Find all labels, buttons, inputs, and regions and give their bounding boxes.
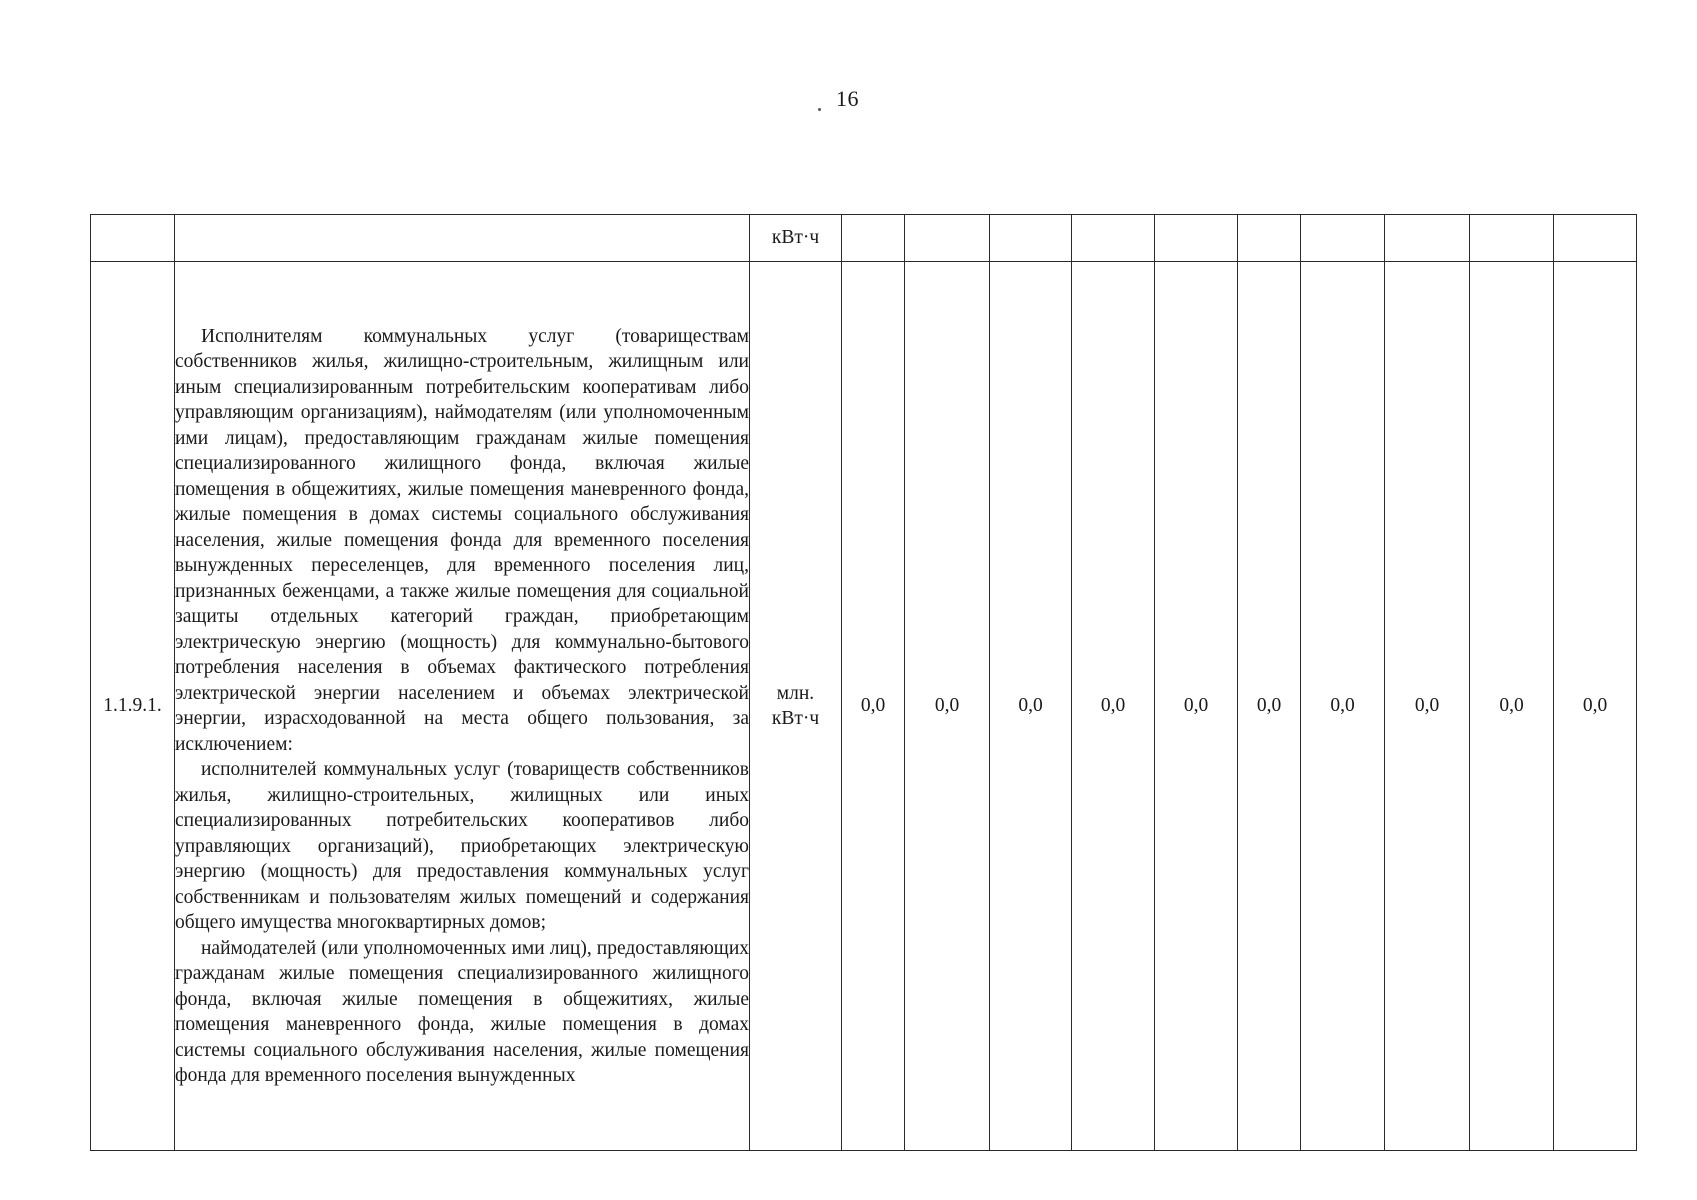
value-cell: 0,0: [1238, 262, 1301, 1151]
value-cell-empty: [1385, 215, 1470, 262]
value-cell: 0,0: [1155, 262, 1238, 1151]
value-cell: 0,0: [1385, 262, 1470, 1151]
value-cell-empty: [1554, 215, 1637, 262]
unit-line: кВт·ч: [771, 708, 820, 729]
value-cell: 0,0: [990, 262, 1072, 1151]
row-description: [175, 262, 750, 1151]
value-cell-empty: [1470, 215, 1554, 262]
value-cell: 0,0: [1301, 262, 1385, 1151]
description-paragraph: Исполнителям коммунальных услуг (товариществам собственников жилья, жилищно-строительным, жилищным или иным специализированным потребительским кооперативам либо управляющим организациям), наймодателям (или уполномоченным ими лицам), предоставляющим гражданам жилые помещения специализированного жилищного фонда, включая жилые помещения в общежитиях, жилые помещения маневренного фонда, жилые помещения в домах системы социального обслуживания населения, жилые помещения фонда для временного поселения вынужденных переселенцев, для временного поселения лиц, признанных беженцами, а также жилые помещения для социальной защиты отдельных категорий граждан, приобретающим электрическую энергию (мощность) для коммунально-бытового потребления населения в объемах фактического потребления электрической энергии населением и объемах электрической энергии, израсходованной на места общего пользования, за исключением:: [175, 325, 749, 755]
value-cell: 0,0: [905, 262, 990, 1151]
value-cell: 0,0: [1470, 262, 1554, 1151]
data-table: [90, 214, 1637, 1151]
value-cell: 0,0: [1554, 262, 1637, 1151]
table-row: [91, 262, 1637, 1151]
number-cell-empty: [91, 215, 175, 262]
page-number: 16: [836, 86, 859, 111]
description-cell-empty: [175, 215, 750, 262]
row-number: 1.1.9.1.: [91, 262, 175, 1151]
value-cell-empty: [1238, 215, 1301, 262]
table-row: [91, 215, 1637, 262]
description-paragraph: наймодателей (или уполномоченных ими лиц), предоставляющих гражданам жилые помещения специализированного жилищного фонда, включая жилые помещения в общежитиях, жилые помещения маневренного фонда, жилые помещения в домах системы социального обслуживания населения, жилые помещения фонда для временного поселения вынужденных: [175, 937, 749, 1086]
value-cell-empty: [990, 215, 1072, 262]
value-cell: 0,0: [1072, 262, 1155, 1151]
description-paragraph: исполнителей коммунальных услуг (товариществ собственников жилья, жилищно-строительных, жилищных или иных специализированных потребительских кооперативов либо управляющих организаций), приобретающих электрическую энергию (мощность) для предоставления коммунальных услуг собственникам и пользователям жилых помещений и содержания общего имущества многоквартирных домов;: [175, 759, 749, 933]
value-cell: 0,0: [842, 262, 905, 1151]
value-cell-empty: [1072, 215, 1155, 262]
unit-cell: кВт·ч: [750, 215, 842, 262]
value-cell-empty: [1301, 215, 1385, 262]
scan-dot: [818, 108, 821, 111]
row-unit: [750, 262, 842, 1151]
unit-line: млн.: [776, 682, 815, 704]
value-cell-empty: [1155, 215, 1238, 262]
value-cell-empty: [905, 215, 990, 262]
value-cell-empty: [842, 215, 905, 262]
